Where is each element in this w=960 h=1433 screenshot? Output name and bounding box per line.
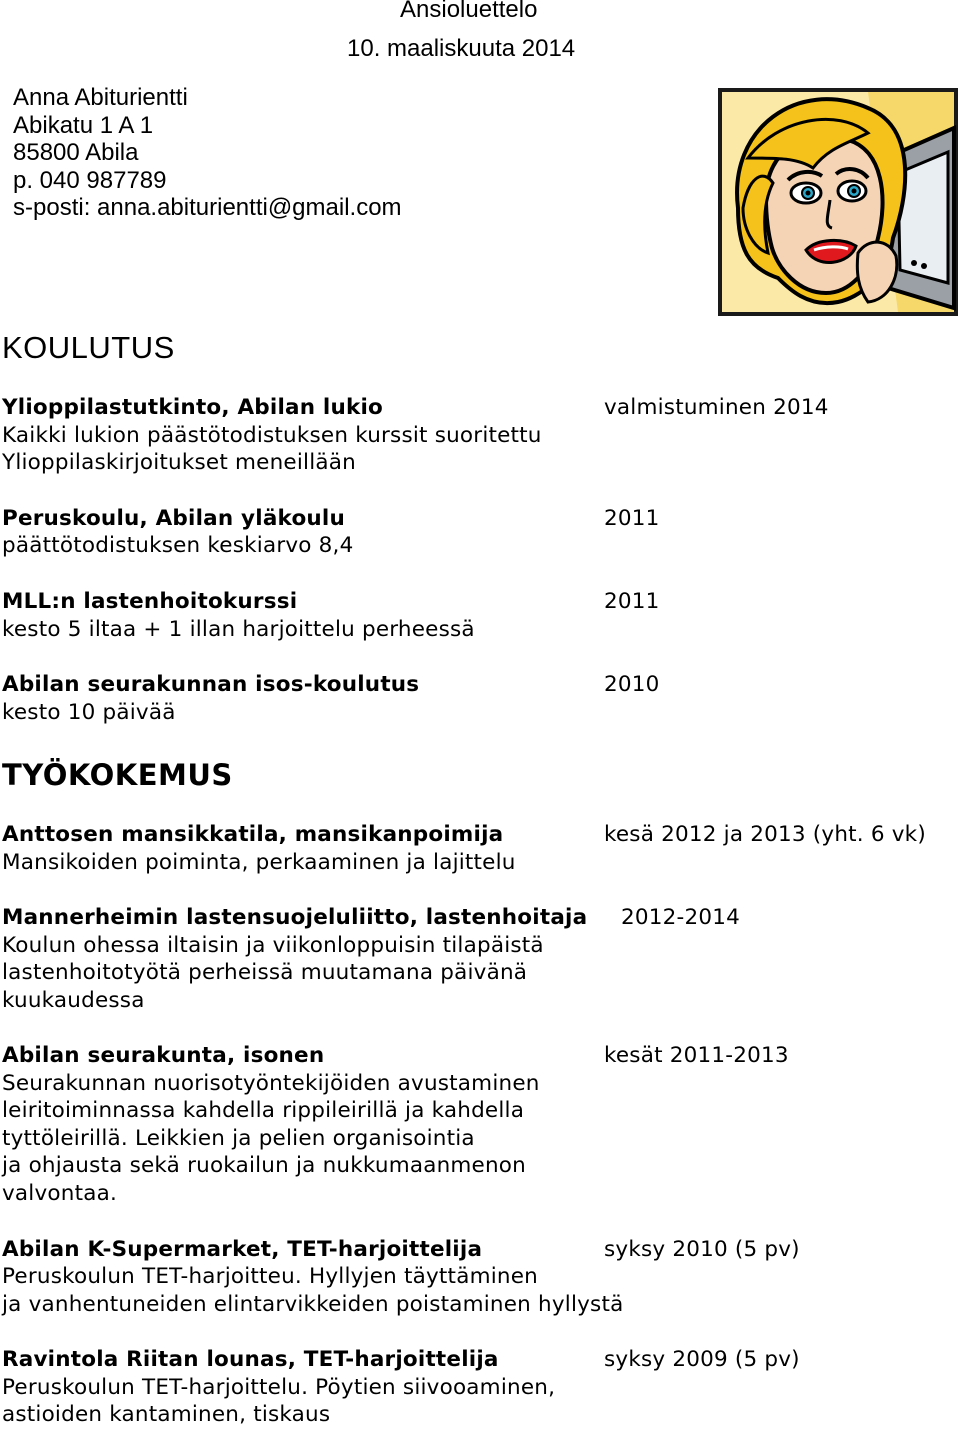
entry-date: syksy 2010 (5 pv)	[604, 1237, 800, 1262]
entry-title: Peruskoulu, Abilan yläkoulu	[2, 506, 346, 531]
entry-date: valmistuminen 2014	[604, 395, 829, 420]
entry-title: Abilan K-Supermarket, TET-harjoittelija	[2, 1237, 483, 1262]
education-heading: KOULUTUS	[2, 330, 175, 365]
entry-title: Mannerheimin lastensuojeluliitto, lastenhoitaja	[2, 905, 588, 930]
entry-title: Abilan seurakunta, isonen	[2, 1043, 325, 1068]
entry-desc-line: ja ohjausta sekä ruokailun ja nukkumaanmenon	[2, 1153, 526, 1178]
entry-date: 2010	[604, 672, 660, 697]
entry-desc-line: Kaikki lukion päästötodistuksen kurssit suoritettu	[2, 423, 542, 448]
entry-date: 2011	[604, 589, 660, 614]
entry-desc-line: Peruskoulun TET-harjoitteu. Hyllyjen täyttäminen	[2, 1264, 538, 1289]
work-heading: TYÖKOKEMUS	[2, 758, 233, 792]
entry-date: syksy 2009 (5 pv)	[604, 1347, 800, 1372]
document-title: Ansioluettelo	[400, 0, 538, 23]
entry-title: Ylioppilastutkinto, Abilan lukio	[2, 395, 384, 420]
entry-desc-line: Koulun ohessa iltaisin ja viikonloppuisin tilapäistä	[2, 933, 544, 958]
entry-title: Ravintola Riitan lounas, TET-harjoittelija	[2, 1347, 499, 1372]
entry-desc-line: kesto 10 päivää	[2, 700, 176, 725]
entry-desc-line: päättötodistuksen keskiarvo 8,4	[2, 533, 354, 558]
portrait-image	[718, 88, 958, 316]
document-date: 10. maaliskuuta 2014	[347, 35, 576, 62]
contact-postal: 85800 Abila	[13, 139, 139, 166]
entry-title: MLL:n lastenhoitokurssi	[2, 589, 298, 614]
entry-date: 2011	[604, 506, 660, 531]
entry-title: Anttosen mansikkatila, mansikanpoimija	[2, 822, 504, 847]
contact-name: Anna Abiturientti	[13, 84, 188, 111]
entry-desc-line: kesto 5 iltaa + 1 illan harjoittelu perheessä	[2, 617, 475, 642]
entry-desc-line: ja vanhentuneiden elintarvikkeiden poistaminen hyllystä	[2, 1292, 624, 1317]
entry-date: 2012-2014	[621, 905, 740, 930]
entry-desc-line: Ylioppilaskirjoitukset meneillään	[2, 450, 356, 475]
entry-desc-line: Seurakunnan nuorisotyöntekijöiden avustaminen	[2, 1071, 540, 1096]
entry-desc-line: valvontaa.	[2, 1181, 117, 1206]
entry-date: kesä 2012 ja 2013 (yht. 6 vk)	[604, 822, 926, 847]
entry-title: Abilan seurakunnan isos-koulutus	[2, 672, 420, 697]
entry-date: kesät 2011-2013	[604, 1043, 789, 1068]
entry-desc-line: Peruskoulun TET-harjoittelu. Pöytien siivooaminen,	[2, 1375, 556, 1400]
contact-email: s-posti: anna.abiturientti@gmail.com	[13, 194, 402, 221]
entry-desc-line: kuukaudessa	[2, 988, 145, 1013]
entry-desc-line: lastenhoitotyötä perheissä muutamana päivänä	[2, 960, 528, 985]
entry-desc-line: astioiden kantaminen, tiskaus	[2, 1402, 331, 1427]
contact-phone: p. 040 987789	[13, 167, 167, 194]
entry-desc-line: tyttöleirillä. Leikkien ja pelien organisointia	[2, 1126, 475, 1151]
entry-desc-line: leiritoiminnassa kahdella rippileirillä ja kahdella	[2, 1098, 525, 1123]
entry-desc-line: Mansikoiden poiminta, perkaaminen ja lajittelu	[2, 850, 516, 875]
contact-street: Abikatu 1 A 1	[13, 112, 154, 139]
